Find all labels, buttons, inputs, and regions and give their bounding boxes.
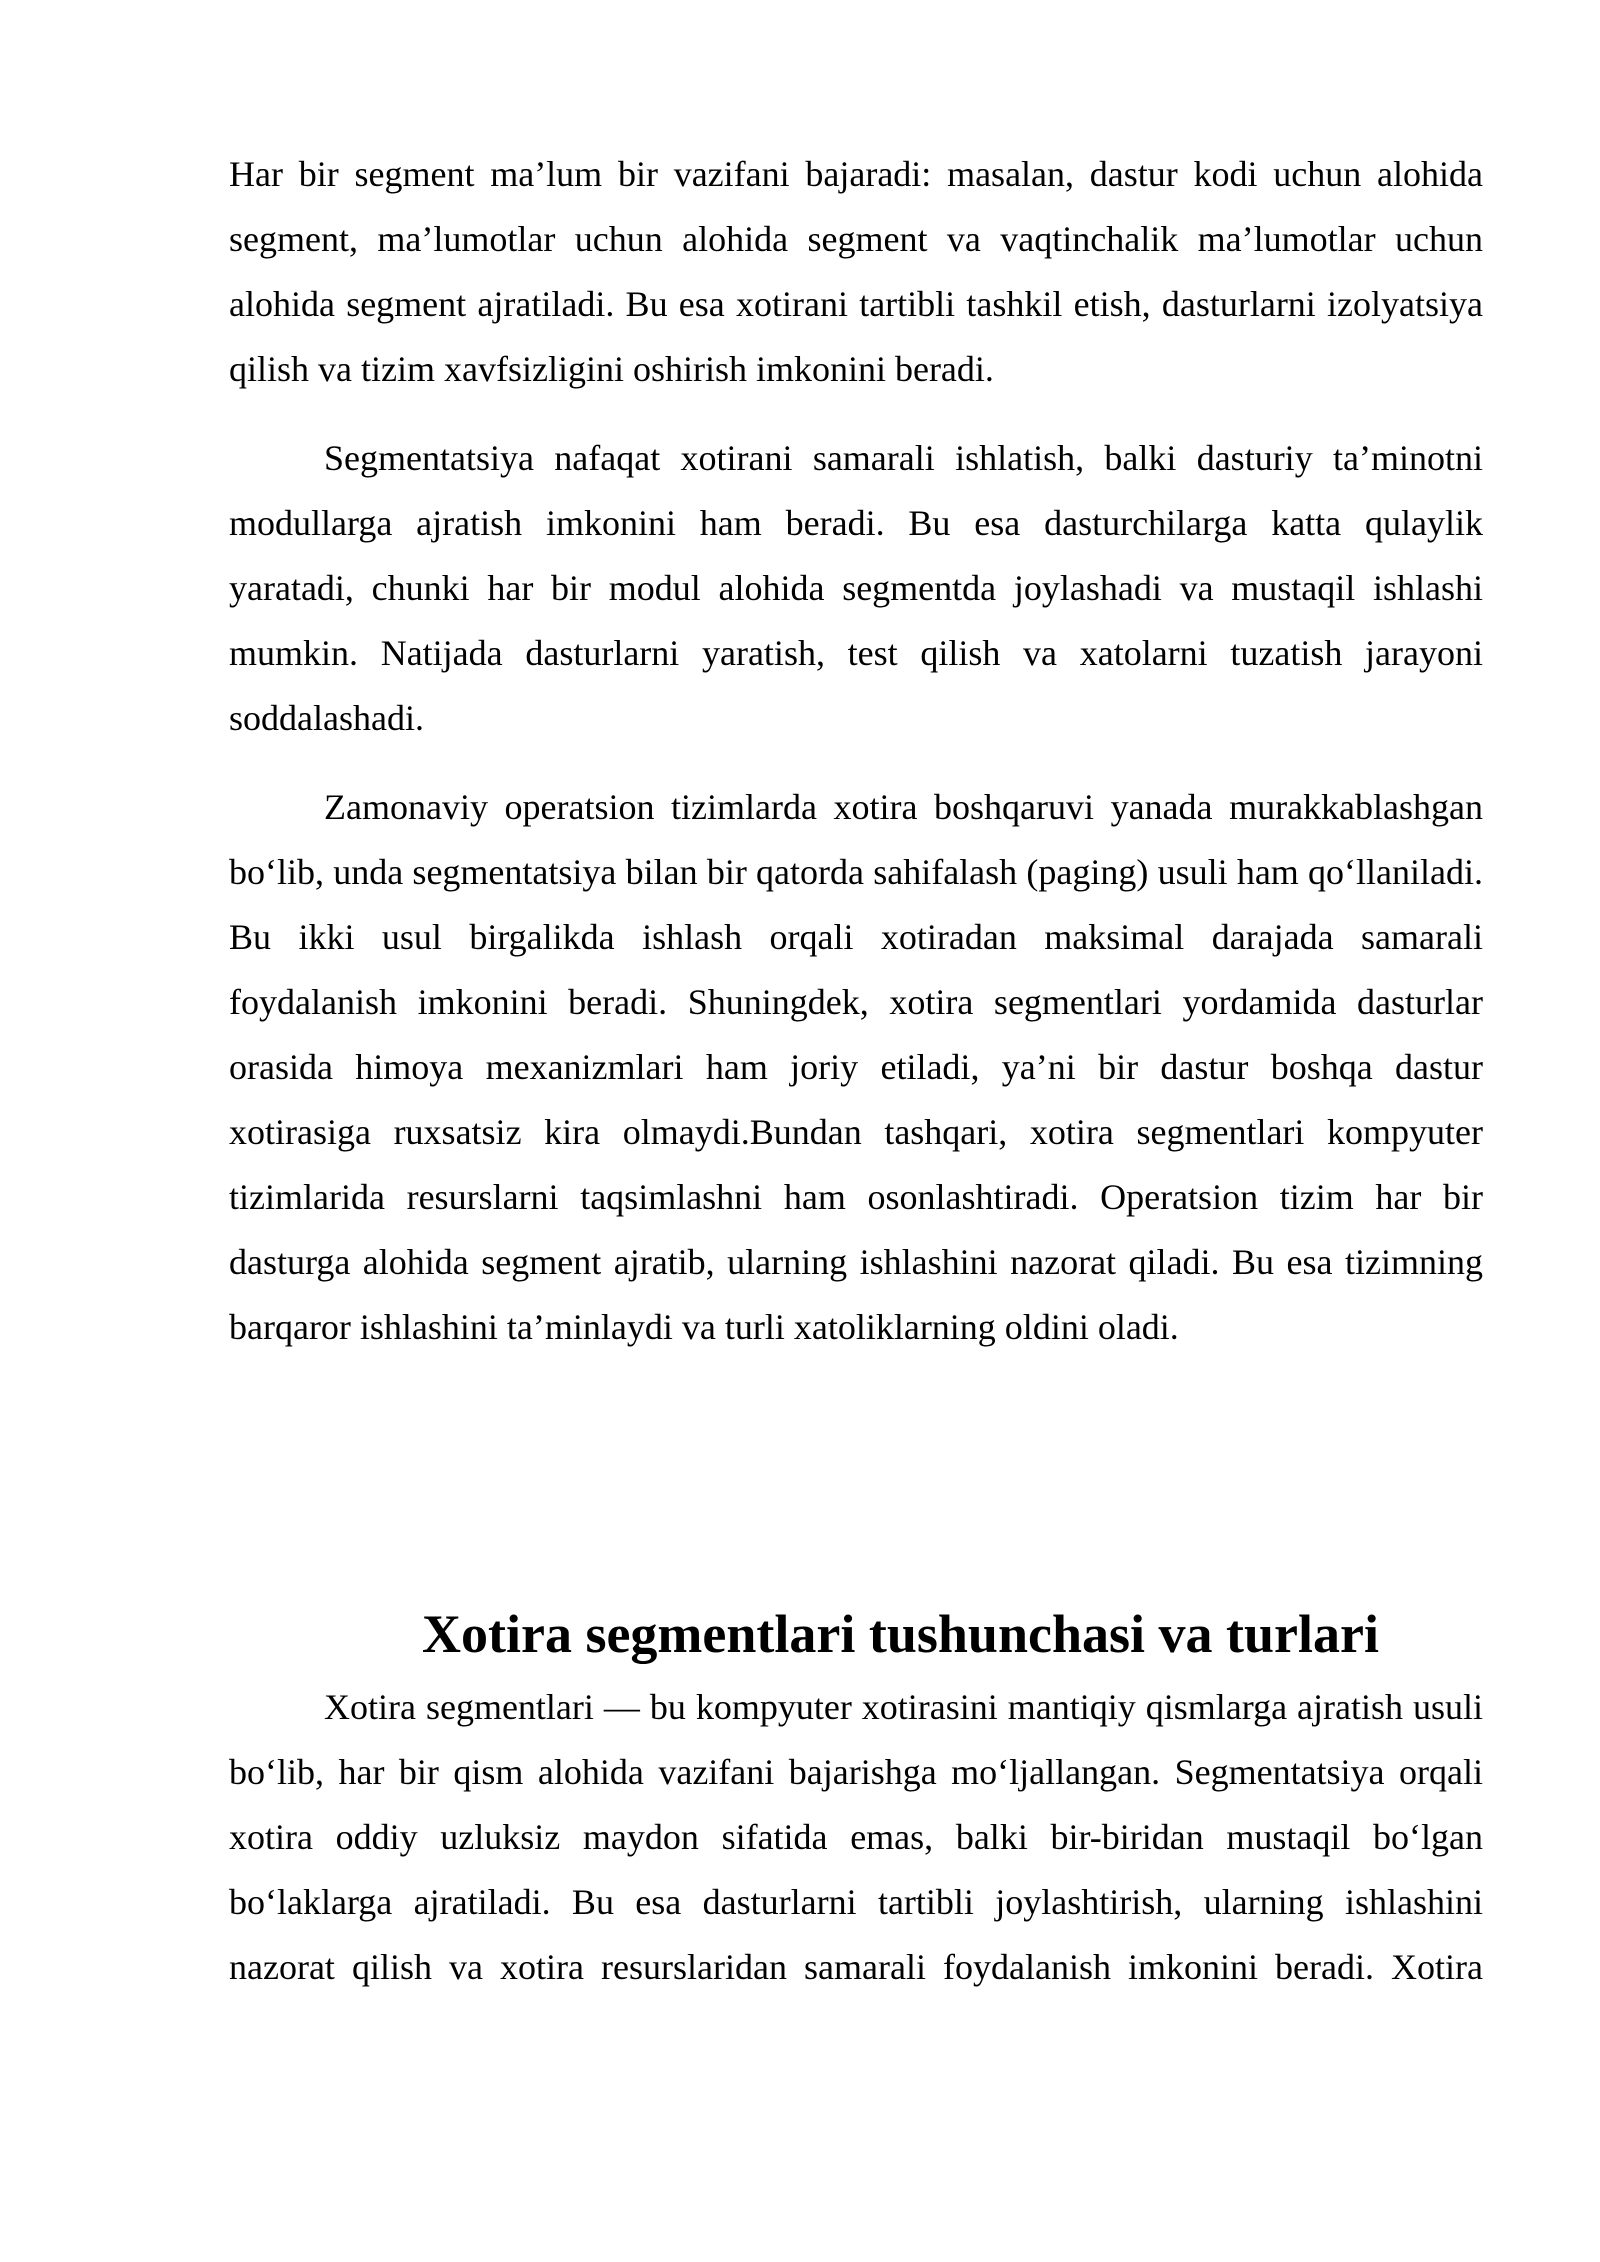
paragraph-modern-os-memory: Zamonaviy operatsion tizimlarda xotira boshqaruvi yanada murakkablashgan bo‘lib, unda segmentatsiya bilan bir qatorda sahifalash (paging) usuli ham qo‘llaniladi. Bu ikki usul birgalikda ishlash orqali xotiradan maksimal darajada samarali foydalanish imkonini beradi. Shuningdek, xotira segmentlari yordamida dasturlar orasida himoya mexanizmlari ham joriy etiladi, ya’ni bir dastur boshqa dastur xotirasiga ruxsatsiz kira olmaydi.Bundan tashqari, xotira segmentlari kompyuter tizimlarida resurslarni taqsimlashni ham osonlashtiradi. Operatsion tizim har bir dasturga alohida segment ajratib, ularning ishlashini nazorat qiladi. Bu esa tizimning barqaror ishlashini ta’minlaydi va turli xatoliklarning oldini oladi.: [229, 787, 1483, 1347]
page-content: [229, 142, 1483, 2000]
section-heading: Xotira segmentlari tushunchasi va turlari: [422, 1604, 1379, 1664]
paragraph-segmentation-modules: Segmentatsiya nafaqat xotirani samarali ishlatish, balki dasturiy ta’minotni modullarga ajratish imkonini ham beradi. Bu esa dasturchilarga katta qulaylik yaratadi, chunki har bir modul alohida segmentda joylashadi va mustaqil ishlashi mumkin. Natijada dasturlarni yaratish, test qilish va xatolarni tuzatish jarayoni soddalashadi.: [229, 438, 1483, 738]
paragraph-memory-segments-definition: Xotira segmentlari — bu kompyuter xotirasini mantiqiy qismlarga ajratish usuli bo‘lib, har bir qism alohida vazifani bajarishga mo‘ljallangan. Segmentatsiya orqali xotira oddiy uzluksiz maydon sifatida emas, balki bir-biridan mustaqil bo‘lgan bo‘laklarga ajratiladi. Bu esa dasturlarni tartibli joylashtirish, ularning ishlashini nazorat qilish va xotira resurslaridan samarali foydalanish imkonini beradi. Xotira: [229, 1687, 1483, 1987]
paragraph-segment-tasks: Har bir segment ma’lum bir vazifani bajaradi: masalan, dastur kodi uchun alohida segment, ma’lumotlar uchun alohida segment va vaqtinchalik ma’lumotlar uchun alohida segment ajratiladi. Bu esa xotirani tartibli tashkil etish, dasturlarni izolyatsiya qilish va tizim xavfsizligini oshirish imkonini beradi.: [229, 154, 1483, 389]
blank-space: [229, 1360, 1483, 1602]
